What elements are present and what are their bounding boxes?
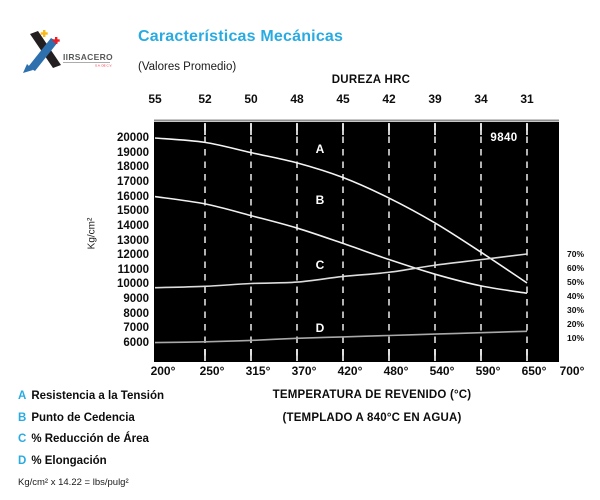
y-tick-label: 19000 (117, 146, 149, 159)
curve-label-D: D (315, 321, 325, 335)
pct-tick-label: 40% (567, 291, 585, 302)
legend (18, 390, 164, 476)
legend-key-d: D (18, 454, 27, 467)
y-tick-label: 16000 (117, 190, 149, 203)
y-tick-label: 10000 (117, 278, 149, 291)
curve-label-B: B (315, 193, 325, 207)
x-tick-label: 700° (559, 364, 585, 378)
y-tick-label: 8000 (123, 307, 149, 320)
legend-label-d: % Elongación (31, 454, 107, 467)
x-tick-label: 590° (475, 364, 501, 378)
y-tick-label: 12000 (117, 249, 149, 262)
y-tick-label: 11000 (117, 263, 149, 276)
legend-item-b (18, 412, 164, 424)
page-subtitle: (Valores Promedio) (138, 61, 237, 73)
y-tick-label: 9000 (123, 293, 149, 306)
curve-label-C: C (315, 258, 325, 272)
y-tick-label: 20000 (117, 132, 149, 144)
y-tick-label: 15000 (117, 205, 149, 218)
hrc-tick-label: 48 (290, 92, 304, 106)
pct-tick-label: 50% (567, 277, 585, 288)
steel-grade-label: 9840 (490, 132, 518, 144)
legend-key-b: B (18, 411, 27, 424)
x-tick-label: 480° (383, 364, 409, 378)
hrc-tick-label: 52 (198, 92, 212, 106)
y-axis-title: Kg/cm² (86, 217, 98, 250)
hrc-tick-label: 34 (474, 92, 488, 106)
y-tick-label: 14000 (117, 219, 149, 232)
legend-item-a (18, 390, 164, 402)
plot-background (154, 122, 559, 362)
x-tick-label: 315° (245, 364, 271, 378)
pct-tick-label: 20% (567, 319, 585, 330)
y-tick-label: 18000 (117, 161, 149, 174)
legend-item-d (18, 455, 164, 467)
logo-subtext: S.A. DE C.V. (95, 63, 113, 68)
legend-key-c: C (18, 433, 27, 445)
legend-label-a: Resistencia a la Tensión (31, 390, 165, 402)
y-tick-label: 6000 (123, 337, 149, 349)
hrc-tick-label: 31 (520, 92, 534, 106)
x-tick-label: 250° (199, 364, 225, 378)
x-axis-title: TEMPERATURA DE REVENIDO (°C) (272, 389, 472, 401)
x-tick-label: 420° (337, 364, 363, 378)
x-tick-label: 370° (291, 364, 317, 378)
hrc-tick-label: 39 (428, 92, 442, 106)
legend-label-c: % Reducción de Área (31, 433, 149, 445)
pct-tick-label: 30% (567, 305, 585, 316)
hrc-tick-label: 42 (382, 92, 396, 106)
hrc-tick-label: 45 (336, 92, 350, 106)
conversion-footnote: Kg/cm² x 14.22 = lbs/pulg² (18, 477, 129, 488)
pct-tick-label: 60% (567, 263, 585, 274)
y-tick-label: 13000 (117, 234, 149, 247)
y-tick-label: 17000 (117, 175, 149, 188)
x-tick-label: 540° (429, 364, 455, 378)
y-tick-label: 7000 (123, 322, 149, 335)
x-tick-label: 200° (150, 364, 176, 378)
top-axis-title: DUREZA HRC (331, 74, 411, 86)
hrc-tick-label: 50 (244, 92, 258, 106)
pct-tick-label: 70% (567, 249, 585, 259)
x-tick-label: 650° (521, 364, 547, 378)
x-axis-subtitle: (TEMPLADO A 840°C EN AGUA) (282, 412, 462, 424)
logo-wordmark: IIRSACERO (63, 52, 113, 62)
curve-label-A: A (315, 142, 325, 156)
x-axis-title-block (160, 389, 584, 435)
legend-key-a: A (18, 390, 27, 402)
hrc-tick-label: 55 (148, 92, 162, 106)
page-title: Características Mecánicas (138, 28, 344, 45)
legend-item-c (18, 433, 164, 445)
pct-tick-label: 10% (567, 333, 585, 344)
legend-label-b: Punto de Cedencia (31, 411, 135, 424)
